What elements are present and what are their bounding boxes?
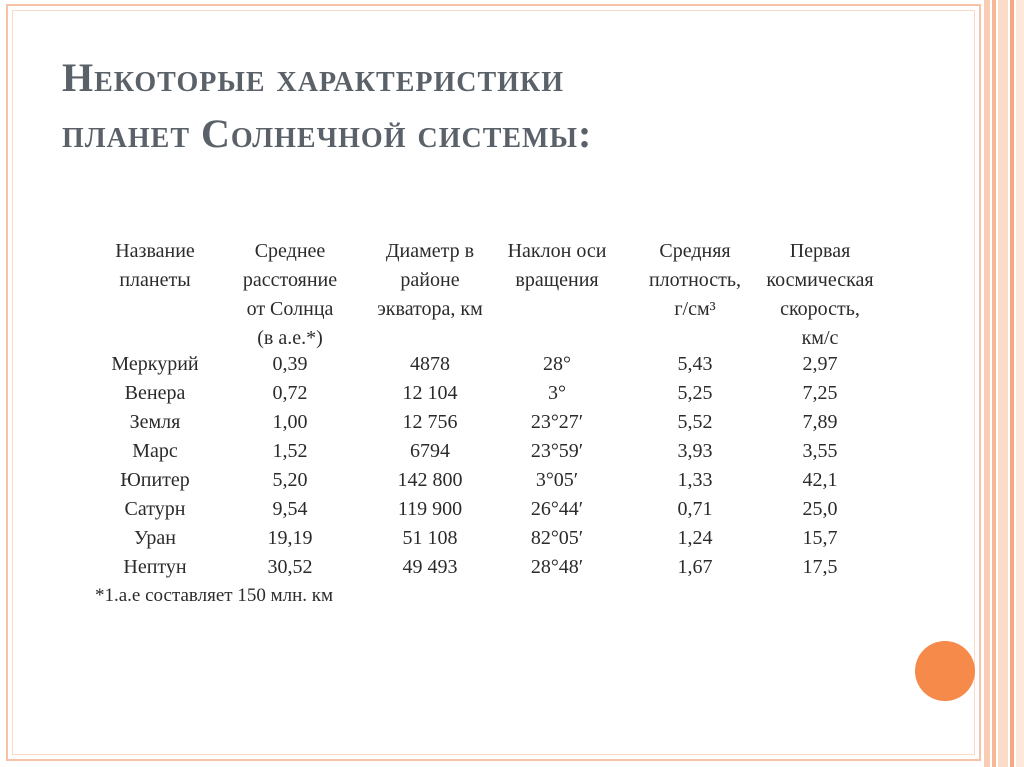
planet-name: Марс [132,440,178,462]
table-cell: 3° [548,382,566,404]
table-cell: 23°27′ [530,411,584,433]
column-header [243,237,337,353]
table-cell: 51 108 [402,527,458,549]
column-header-line: вращения [515,269,599,291]
column-header-line: расстояние [242,269,338,291]
column-header-line: Диаметр в [385,240,475,262]
column-header-line: Первая [789,240,851,262]
table-cell: 1,24 [677,527,713,549]
planet-name: Земля [129,411,181,433]
table-cell: 82°05′ [530,527,584,549]
table-cell: 6794 [410,440,450,462]
table-cell: 1,33 [677,469,713,491]
table-cell: 19,19 [267,527,313,549]
footnote: *1.а.е составляет 150 млн. км [95,585,334,606]
title-line-2: планет Солнечной системы: [62,111,593,156]
planet-name: Венера [124,382,186,404]
title-line-1: Некоторые характеристики [62,55,565,100]
table-cell: 119 900 [397,498,463,520]
column-header-line: (в а.е.*) [257,327,323,349]
column-header [766,237,873,353]
column-header-line: космическая [766,269,874,291]
table-cell: 28° [543,353,571,375]
column-header-line: от Солнца [246,298,334,320]
column-header [649,237,741,324]
table-cell: 1,67 [677,556,713,578]
table-cell: 142 800 [397,469,463,491]
column-header-line: Средняя [659,240,731,262]
planet-name: Уран [134,527,176,549]
decorative-circle [915,641,975,701]
table-cell: 3,55 [802,440,838,462]
table-cell: 5,52 [677,411,713,433]
table-cell: 1,52 [272,440,308,462]
table-cell: 0,71 [677,498,713,520]
table-cell: 30,52 [267,556,313,578]
column-header-line: км/с [801,327,839,349]
table-cell: 23°59′ [530,440,584,462]
slide-title [62,50,922,162]
table-cell: 5,20 [272,469,308,491]
column-header-line: скорость, [780,298,860,320]
table-cell: 1,00 [272,411,308,433]
table-cell: 9,54 [272,498,308,520]
table-cell: 49 493 [402,556,458,578]
table-cell: 0,72 [272,382,308,404]
planet-name: Нептун [123,556,187,578]
column-header-line: плотность, [648,269,742,291]
column-header-line: Наклон оси [507,240,607,262]
table-cell: 4878 [410,353,450,375]
table-cell: 12 104 [402,382,458,404]
column-header [377,237,483,324]
table-cell: 7,25 [802,382,838,404]
table-cell: 2,97 [802,353,838,375]
column-header-line: планеты [119,269,191,291]
column-header [115,237,195,295]
column-header-line: Среднее [254,240,326,262]
table-cell: 3°05′ [535,469,579,491]
table-cell: 17,5 [802,556,838,578]
table-cell: 3,93 [677,440,713,462]
table-cell: 42,1 [802,469,838,491]
planet-name: Сатурн [124,498,186,520]
table-cell: 12 756 [402,411,458,433]
table-cell: 5,25 [677,382,713,404]
decorative-stripes [984,0,1024,767]
table-cell: 0,39 [272,353,308,375]
column-header-line: Название [115,240,195,262]
table-cell: 28°48′ [530,556,584,578]
planet-name: Меркурий [111,353,199,375]
planet-name: Юпитер [120,469,190,491]
table-cell: 5,43 [677,353,713,375]
table-cell: 26°44′ [530,498,584,520]
table-cell: 7,89 [802,411,838,433]
table-cell: 15,7 [802,527,838,549]
column-header [508,237,607,295]
column-header-line: экватора, км [377,298,483,320]
column-header-line: районе [400,269,460,291]
column-header-line: г/см³ [674,298,716,320]
table-cell: 25,0 [802,498,838,520]
